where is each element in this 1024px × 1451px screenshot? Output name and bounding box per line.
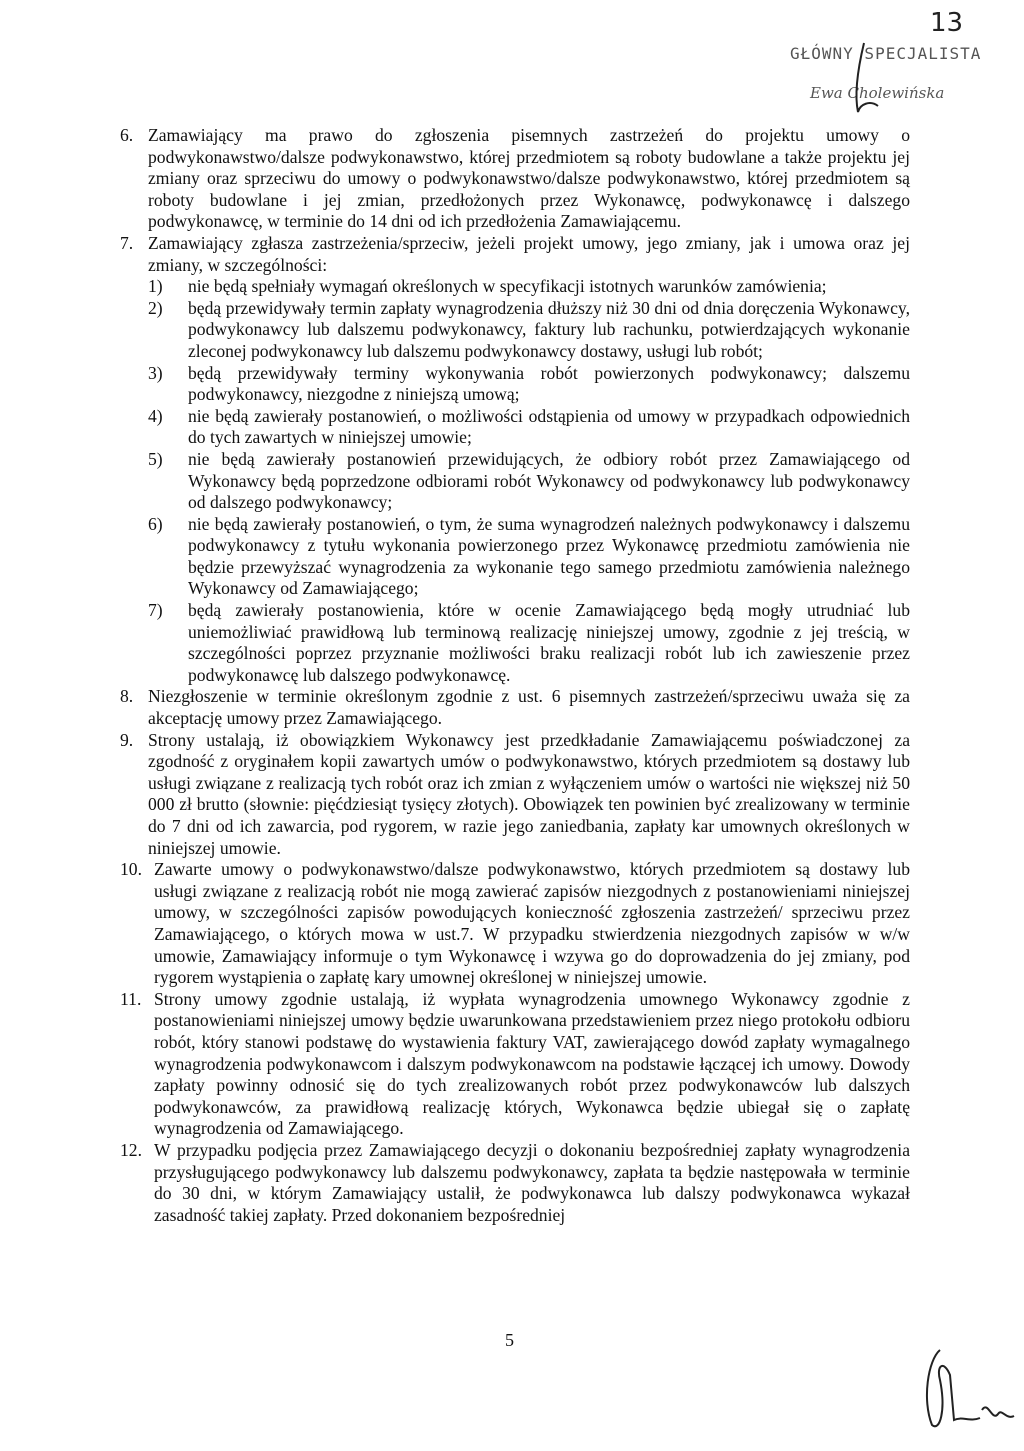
signature-icon [844,38,884,118]
stamp-title: GŁÓWNY SPECJALISTA [790,44,982,63]
subitem-text: nie będą zawierały postanowień przewidujących, że odbiory robót przez Zamawiającego od Wykonawcy będą poprzedzone odbiorami robót Wykonawcy od podwykonawcy lub podwykonawcy od dalszego podwykonawcy; [188,448,910,513]
subitem-2 [148,298,910,363]
clause-7 [120,233,910,686]
subitem-number: 4) [148,405,163,426]
clause-number: 12. [120,1139,142,1160]
clause-7-sublist [148,276,910,686]
clause-number: 8. [120,686,134,707]
page-number: 5 [505,1330,514,1350]
clause-number: 10. [120,859,142,880]
subitem-text: będą przewidywały termin zapłaty wynagrodzenia dłuższy niż 30 dni od dnia doręczenia Wykonawcy, podwykonawcy lub dalszemu podwykonawcy, faktury lub rachunku, potwierdzających wykonanie zleconej podwykonawcy lub dalszemu podwykonawcy dostawy, usługi lub robót; [188,297,910,361]
clause-number: 7. [120,232,134,253]
initials-signature-icon [910,1340,1020,1440]
subitem-number: 6) [148,513,163,534]
subitem-number: 3) [148,362,163,383]
specialist-stamp [780,8,1000,118]
subitem-7 [148,600,910,686]
document-body [120,125,910,1226]
subitem-number: 5) [148,448,163,469]
handwritten-page-mark: 13 [930,8,964,38]
subitem-4 [148,406,910,449]
subitem-number: 2) [148,297,163,318]
subitem-1 [148,276,910,298]
clause-text: Niezgłoszenie w terminie określonym zgodnie z ust. 6 pisemnych zastrzeżeń/sprzeciwu uważa się za akceptację umowy przez Zamawiającego. [148,686,910,729]
subitem-text: nie będą zawierały postanowień, o możliwości odstąpienia od umowy w przypadkach odpowiednich do tych zawartych w niniejszej umowie; [188,405,910,448]
clause-number: 11. [120,988,142,1009]
subitem-text: nie będą zawierały postanowień, o tym, że suma wynagrodzeń należnych podwykonawcy i dalszemu podwykonawcy z tytułu wykonania powierzonego przez Wykonawcę przedmiotu zamówienia nie będzie przewyższać wynagrodzenia za wykonanie tego samego przedmiotu zamówienia należnego Wykonawcy od Zamawiającego; [188,513,910,599]
clause-8 [120,686,910,729]
subitem-number: 1) [148,276,163,297]
clause-number: 9. [120,729,134,750]
subitem-text: będą przewidywały terminy wykonywania robót powierzonych podwykonawcy; dalszemu podwykonawcy, niezgodne z niniejszą umową; [188,362,910,405]
clause-text: Strony ustalają, iż obowiązkiem Wykonawcy jest przedkładanie Zamawiającemu poświadczonej za zgodność z oryginałem kopii zawartych umów o podwykonawstwo, których przedmiotem są dostawy lub usługi związane z realizacją tych robót oraz ich zmian z wyłączeniem umów o wartości nie większej niż 50 000 zł brutto (słownie: pięćdziesiąt tysięcy złotych). Obowiązek ten powinien być zrealizowany w terminie do 7 dni od ich zawarcia, pod rygorem, w razie jego zaniedbania, zapłaty kar umownych określonych w niniejszej umowie. [148,729,910,858]
clause-text: Zamawiający ma prawo do zgłoszenia pisemnych zastrzeżeń do projektu umowy o podwykonawstwo/dalsze podwykonawstwo, której przedmiotem są roboty budowlane a także projektu jej zmiany oraz sprzeciwu do umowy o podwykonawstwo/dalsze podwykonawstwo, której przedmiotem są roboty budowlane i jej zmian, przedłożonych przez Wykonawcę, podwykonawcę i dalszego podwykonawcę, w terminie do 14 dni od ich przedłożenia Zamawiającemu. [148,125,910,232]
clause-10 [120,859,910,989]
subitem-6 [148,514,910,600]
subitem-3 [148,363,910,406]
clause-9 [120,730,910,860]
clause-11 [120,989,910,1140]
clause-text: Zawarte umowy o podwykonawstwo/dalsze podwykonawstwo, których przedmiotem są dostawy lub usługi związane z realizacją robót nie mogą zawierać zapisów niezgodnych z postanowieniami niniejszej umowy, w szczególności zapisów powodujących konieczność zgłoszenia zastrzeżeń/ sprzeciwu przez Zamawiającego, o których mowa w ust.7. W przypadku stwierdzenia niezgodnych zapisów w w/w umowie, Zamawiający informuje o tym Wykonawcę i wzywa go do doprowadzenia do jej zmiany, pod rygorem wystąpienia o zapłatę kary umownej określonej w niniejszej umowie. [154,859,910,988]
clause-number: 6. [120,125,134,145]
subitem-text: nie będą spełniały wymagań określonych w specyfikacji istotnych warunków zamówienia; [188,276,827,297]
stamp-name: Ewa Cholewińska [810,84,945,102]
clause-text: W przypadku podjęcia przez Zamawiającego decyzji o dokonaniu bezpośredniej zapłaty wynagrodzenia przysługującego podwykonawcy lub dalszemu podwykonawcy, zapłata ta będzie następowała w terminie do 30 dni, w którym Zamawiający ustalił, że podwykonawca lub dalszy podwykonawca wykazał zasadność takiej zapłaty. Przed dokonaniem bezpośredniej [154,1139,910,1225]
clause-6 [120,125,910,233]
subitem-number: 7) [148,600,163,621]
subitem-text: będą zawierały postanowienia, które w ocenie Zamawiającego będą mogły utrudniać lub uniemożliwiać prawidłową lub terminową realizację niniejszej umowy, zgodnie z jej treścią, w szczególności poprzez przyznanie możliwości braku realizacji robót lub ich zawieszenie przez podwykonawcę lub dalszego podwykonawcę. [188,600,910,685]
clause-text: Strony umowy zgodnie ustalają, iż wypłata wynagrodzenia umownego Wykonawcy zgodnie z postanowieniami niniejszej umowy będzie uwarunkowana przedstawieniem przez niego protokołu odbioru robót, który stanowi podstawę do wystawienia faktury VAT, zawierającego dowód zapłaty wymagalnego wynagrodzenia podwykonawcom i dalszym podwykonawcom na podstawie łączącej ich umowy. Dowody zapłaty powinny odnosić się do tych zrealizowanych robót przez podwykonawców lub dalszych podwykonawców, za prawidłową realizację których, Wykonawca będzie ubiegał się o zapłatę wynagrodzenia od Zamawiającego. [154,988,910,1139]
subitem-5 [148,449,910,514]
clause-12 [120,1140,910,1226]
clause-text: Zamawiający zgłasza zastrzeżenia/sprzeciw, jeżeli projekt umowy, jego zmiany, jak i umowa oraz jej zmiany, w szczególności: [148,232,910,275]
